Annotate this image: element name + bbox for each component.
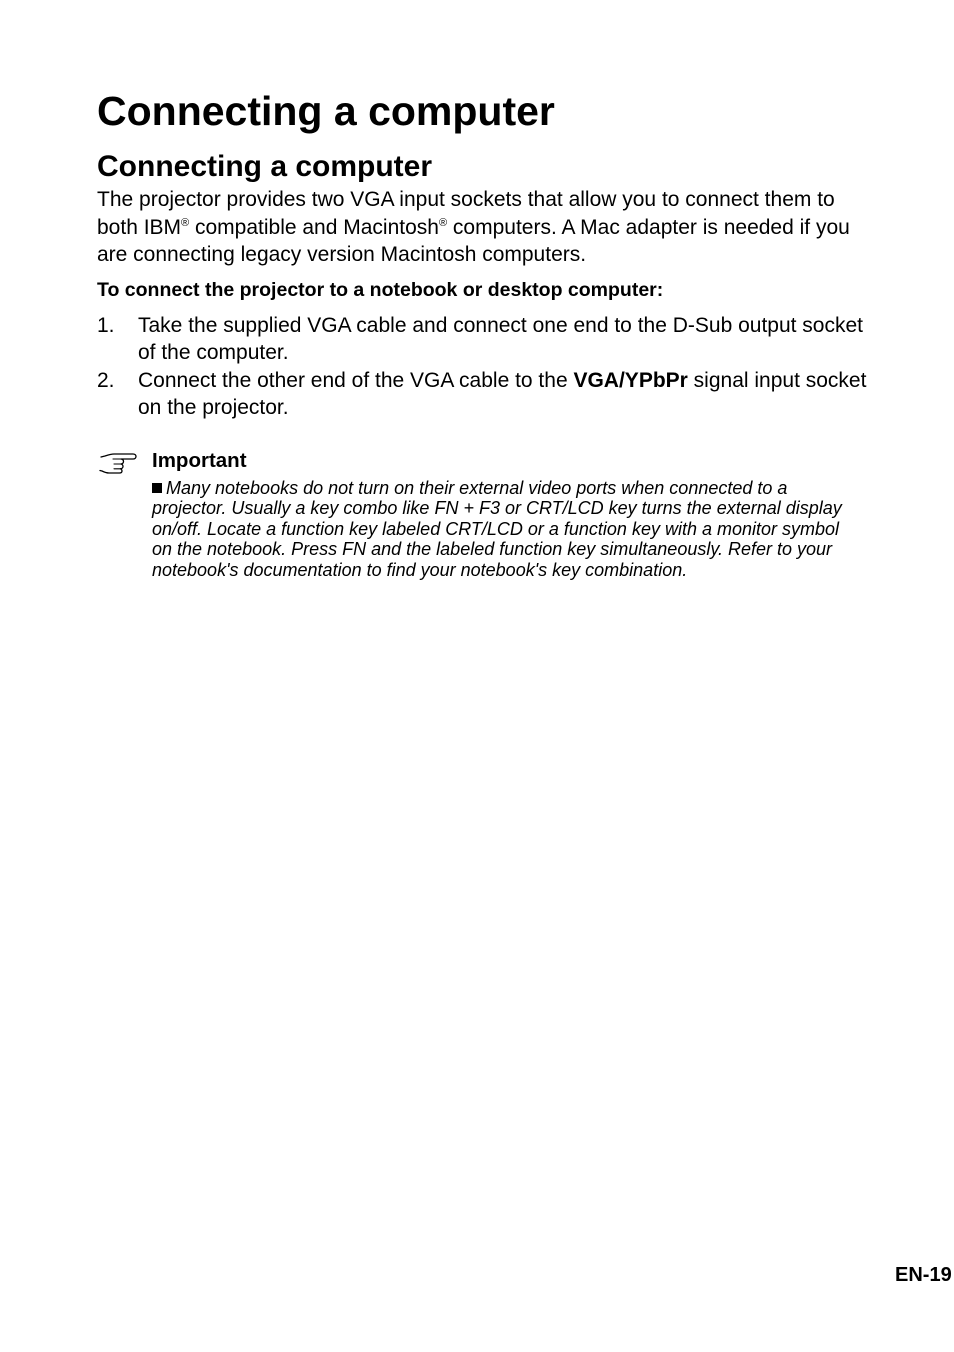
section-title: Connecting a computer (97, 150, 433, 183)
intro-text-part1: The projector provides two VGA input sockets that allow you to connect them to both IBM (97, 188, 835, 239)
step-text-after: signal input socket on the projector. (138, 368, 867, 419)
registered-mark: ® (181, 216, 190, 229)
steps-list (97, 312, 867, 421)
note-body (152, 478, 864, 580)
pointing-hand-icon (99, 452, 137, 474)
intro-text-part2: compatible and Macintosh (189, 215, 439, 239)
registered-mark: ® (438, 216, 448, 229)
intro-paragraph (97, 186, 867, 269)
chapter-title: Connecting a computer (97, 88, 555, 134)
step-item (97, 367, 867, 422)
intro-text-part3: computers. A Mac adapter is needed if you are connecting legacy version Macintosh computers. (97, 215, 850, 266)
step-number: 1. (97, 314, 115, 337)
square-bullet-icon (152, 483, 162, 493)
step-item (97, 312, 867, 367)
socket-label: VGA/YPbPr (573, 368, 688, 392)
note-body-text: Many notebooks do not turn on their external video ports when connected to a projector. Usually a key combo like FN + F3 or CRT/LCD key turns the external display on/off. Locate a function key labeled CRT/LCD or a function key with a monitor symbol on the notebook. Press FN and the labeled function key simultaneously. Refer to your notebook's documentation to find your notebook's key combination. (152, 478, 842, 580)
step-text-before: Connect the other end of the VGA cable to the (138, 368, 574, 392)
step-text: Take the supplied VGA cable and connect one end to the D-Sub output socket of the computer. (138, 314, 863, 365)
page-number: EN-19 (895, 1264, 952, 1286)
note-title: Important (152, 449, 247, 472)
procedure-heading: To connect the projector to a notebook or desktop computer: (97, 279, 664, 301)
step-number: 2. (97, 368, 115, 392)
